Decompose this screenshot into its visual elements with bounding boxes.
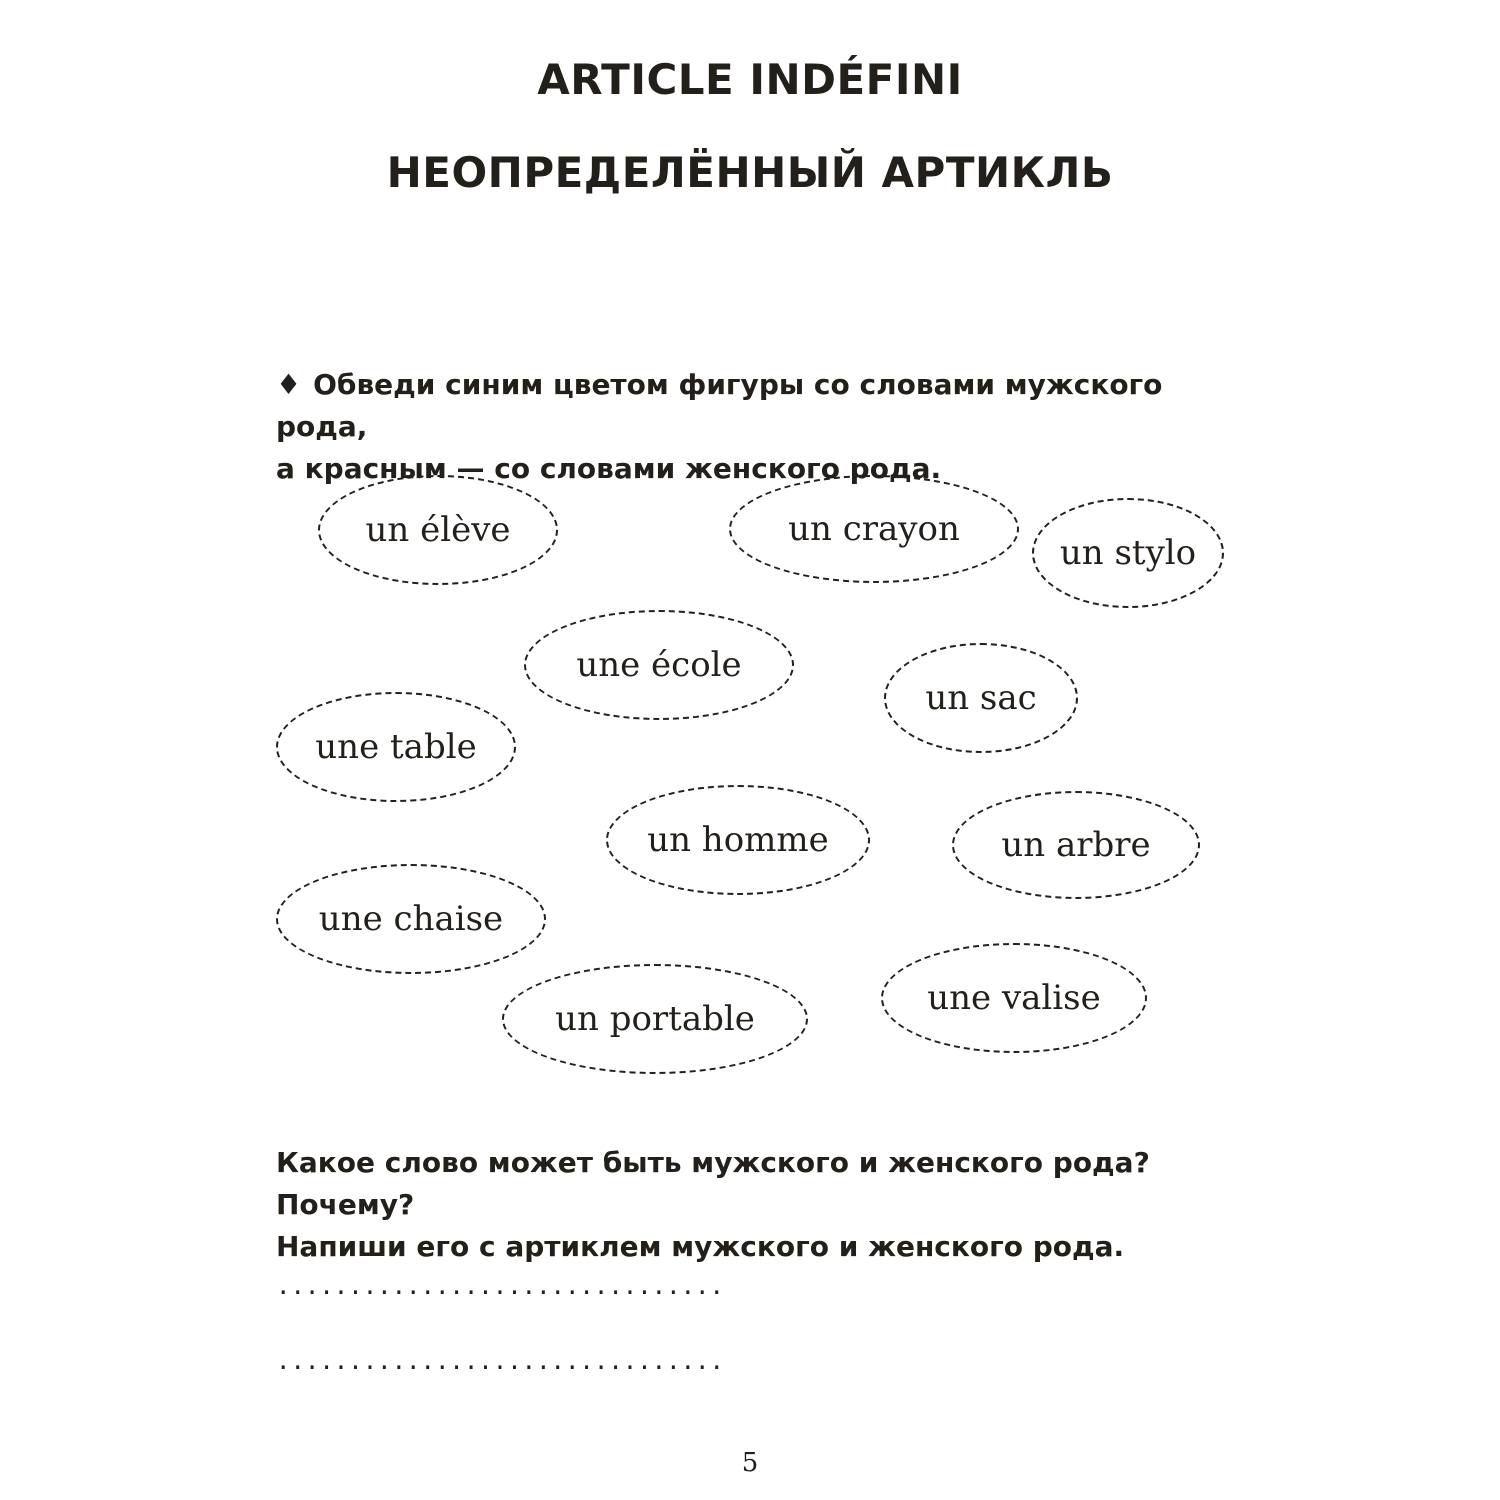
task-line-2: а красным — со словами женского рода. [276, 452, 942, 485]
question-line-1: Какое слово может быть мужского и женского рода? Почему? [276, 1146, 1150, 1221]
word-oval-un-sac[interactable]: un sac [884, 643, 1078, 753]
title-russian: НЕОПРЕДЕЛЁННЫЙ АРТИКЛЬ [386, 148, 1114, 197]
question-text [276, 1142, 1256, 1268]
word-oval-une-table[interactable]: une table [276, 692, 516, 802]
task-text-1: Обведи синим цветом фигуры со словами мужского рода, [276, 368, 1163, 443]
word-oval-un-stylo[interactable]: un stylo [1032, 498, 1224, 608]
word-oval-un-crayon[interactable]: un crayon [729, 475, 1019, 583]
diamond-bullet-icon: ♦ [276, 368, 302, 401]
answer-line-1[interactable]: ............................... [276, 1272, 724, 1300]
question-line-2: Напиши его с артиклем мужского и женского рода. [276, 1230, 1125, 1263]
answer-line-2[interactable]: ............................... [276, 1347, 724, 1375]
task-instruction [276, 364, 1256, 490]
word-oval-une-ecole[interactable]: une école [524, 610, 794, 720]
word-oval-un-arbre[interactable]: un arbre [952, 791, 1200, 899]
word-oval-un-portable[interactable]: un portable [502, 964, 808, 1074]
word-oval-un-homme[interactable]: un homme [606, 785, 870, 895]
task-line-1 [276, 364, 1256, 448]
word-oval-une-chaise[interactable]: une chaise [276, 864, 546, 974]
title-french: ARTICLE INDÉFINI [537, 55, 963, 104]
page-number: 5 [741, 1448, 759, 1478]
word-oval-un-eleve[interactable]: un élève [318, 475, 558, 585]
word-oval-une-valise[interactable]: une valise [881, 943, 1147, 1053]
